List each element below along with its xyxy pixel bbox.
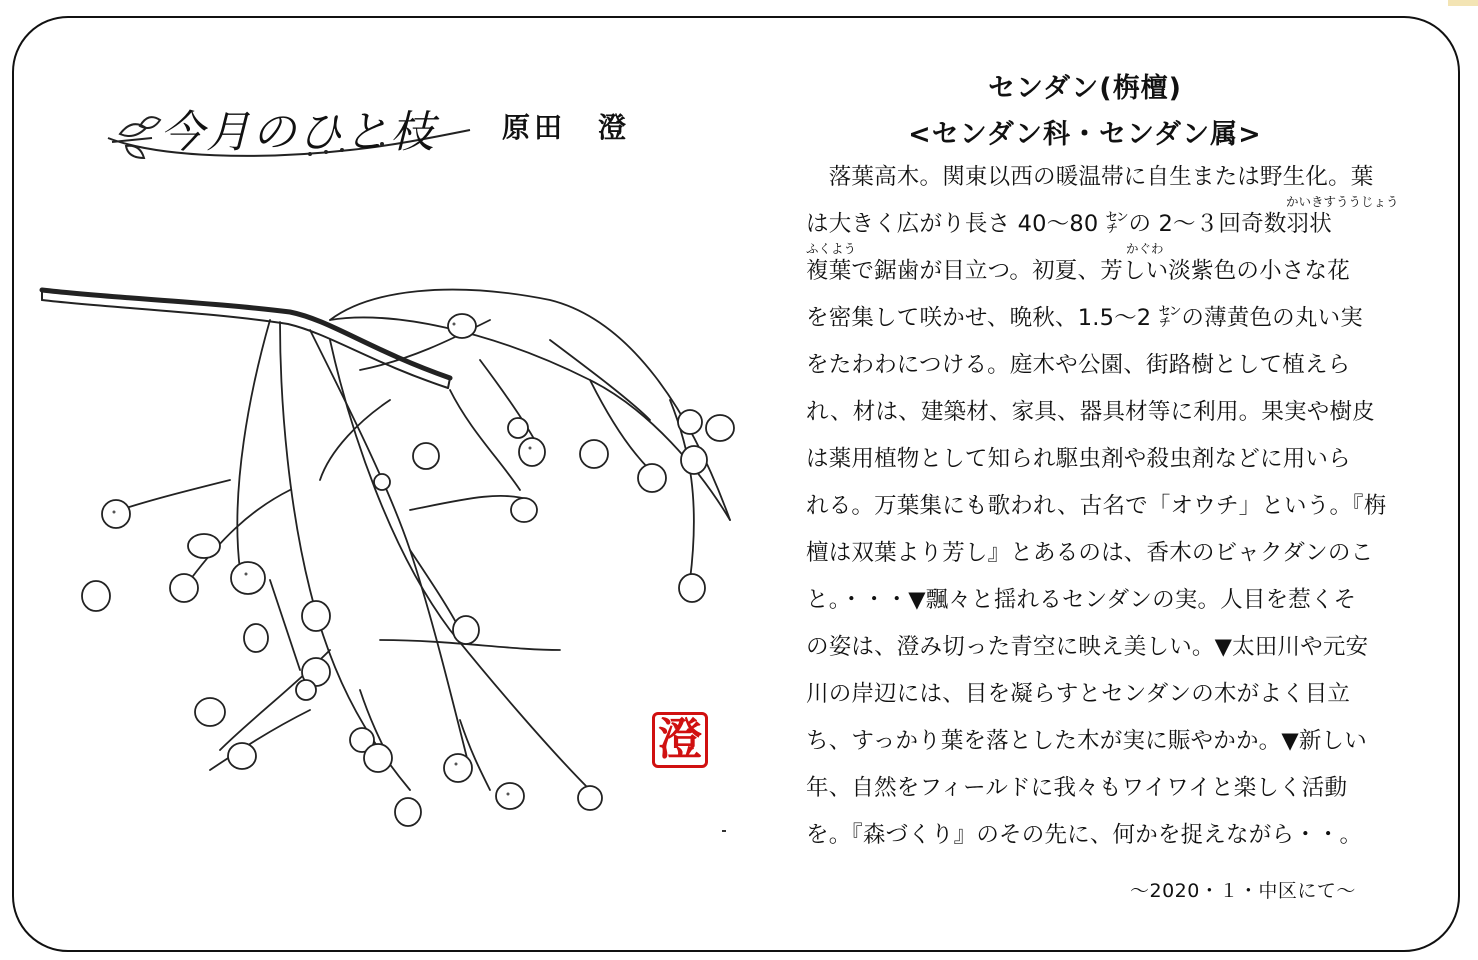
body-line: ち、すっかり葉を落とした木が実に賑やかか。▼新しい	[806, 728, 1367, 754]
series-logo	[100, 88, 480, 180]
corner-mark	[1448, 0, 1478, 6]
dateline: ～2020・１・中区にて～	[1130, 880, 1356, 902]
body-line: れ、材は、建築材、家具、器具材等に利用。果実や樹皮	[806, 399, 1375, 425]
body-line: の姿は、澄み切った青空に映え美しい。▼太田川や元安	[806, 634, 1369, 660]
ruby-annotation: かぐわ	[1126, 241, 1164, 256]
body-line: 落葉高木。関東以西の暖温帯に自生または野生化。葉	[806, 164, 1374, 190]
body-line: と。・・・▼飄々と揺れるセンダンの実。人目を惹くそ	[806, 587, 1357, 613]
body-line: 川の岸辺には、目を凝らすとセンダンの木がよく目立	[806, 681, 1351, 707]
article-subtitle: <センダン科・センダン属>	[908, 119, 1262, 150]
body-line: 年、自然をフィールドに我々もワイワイと楽しく活動	[806, 775, 1348, 801]
body-line: をたわわにつける。庭木や公園、街路樹として植えら	[806, 352, 1351, 378]
stray-mark	[722, 830, 726, 832]
body-line: は大きく広がり長さ 40～80 ㌢の 2～３回奇数羽状	[806, 211, 1332, 237]
artist-seal: 澄	[652, 712, 708, 768]
ruby-annotation: ふくよう	[806, 241, 857, 256]
body-line: 複葉で鋸歯が目立つ。初夏、芳しい淡紫色の小さな花	[806, 258, 1350, 284]
article-title: センダン(栴檀)	[988, 73, 1182, 104]
body-line: れる。万葉集にも歌われ、古名で「オウチ」という。『栴	[806, 493, 1387, 519]
body-line: 檀は双葉より芳し』とあるのは、香木のビャクダンのこ	[806, 540, 1374, 566]
ruby-annotation: かいきすううじょう	[1286, 194, 1399, 209]
body-line: を密集して咲かせ、晩秋、1.5～2 ㌢の薄黄色の丸い実	[806, 305, 1363, 331]
branch-illustration	[30, 250, 750, 850]
body-line: は薬用植物として知られ駆虫剤や殺虫剤などに用いら	[806, 446, 1351, 472]
series-title: 今月のひと枝	[160, 107, 436, 158]
author-name: 原田 澄	[502, 111, 631, 144]
body-line: を。『森づくり』のその先に、何かを捉えながら・・。	[806, 822, 1363, 848]
